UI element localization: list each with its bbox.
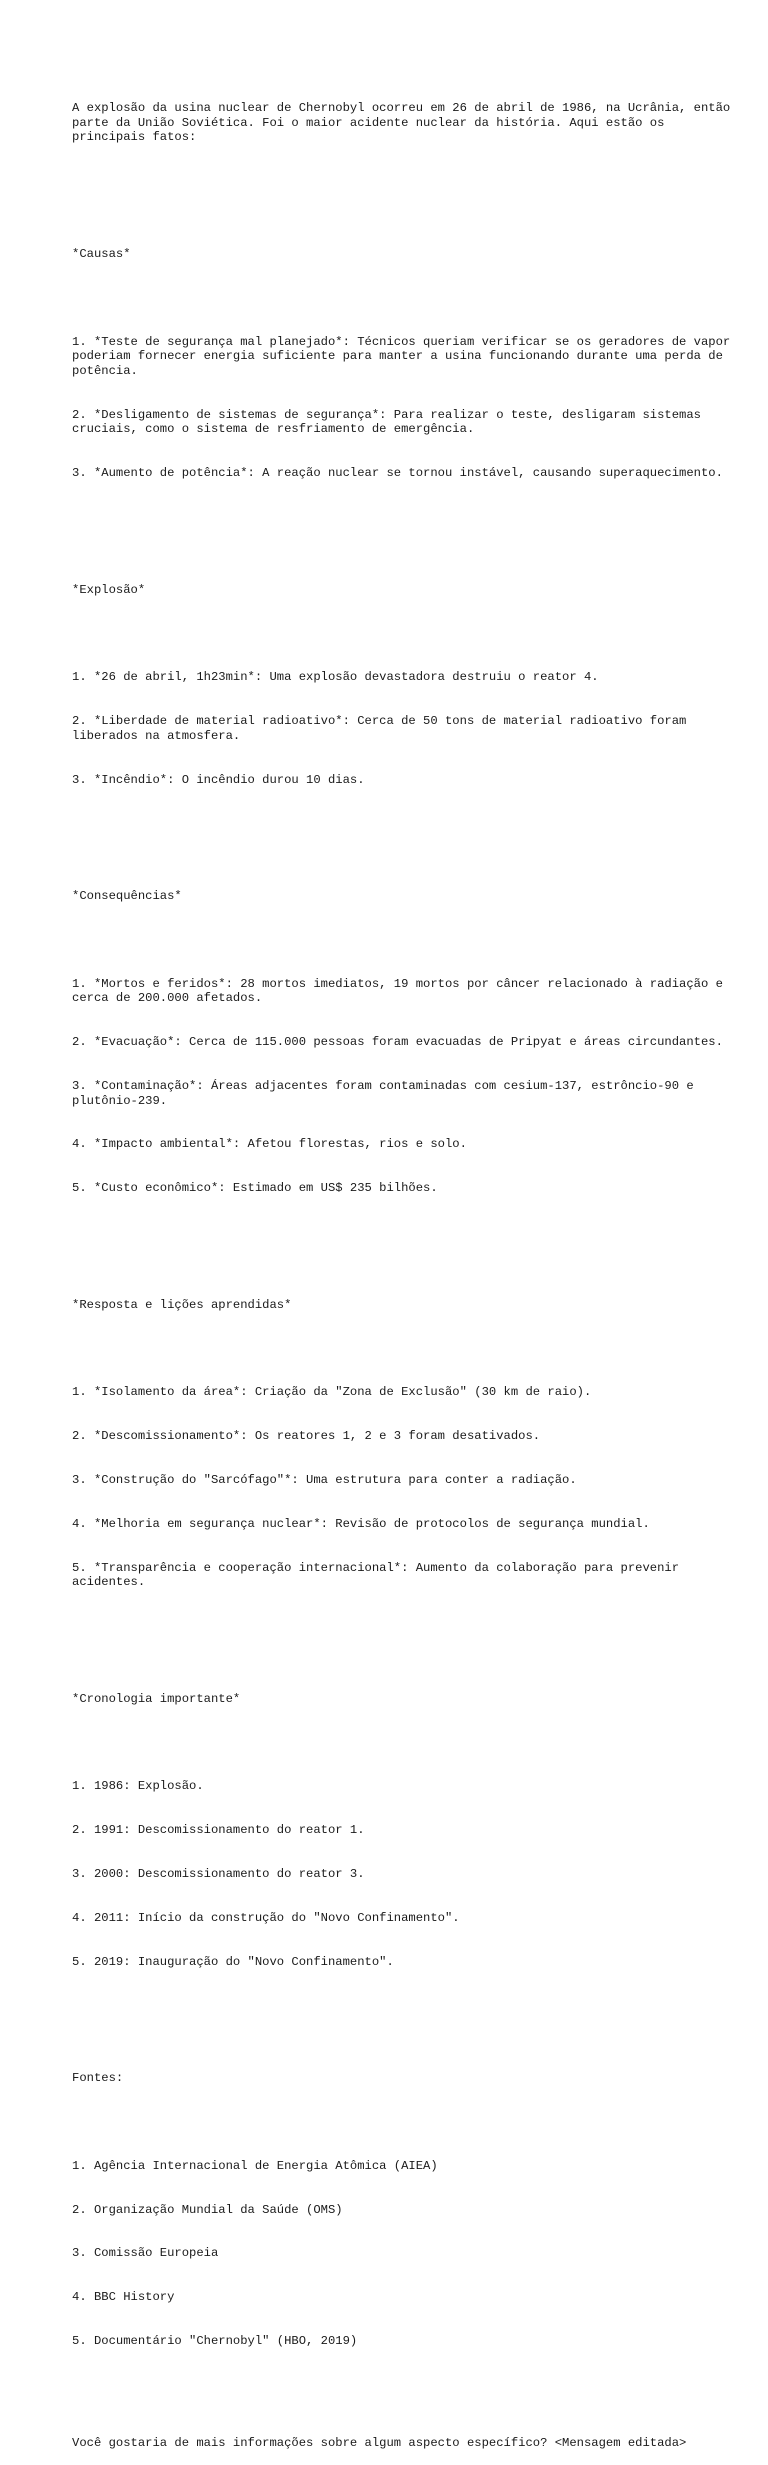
list-item: 3. 2000: Descomissionamento do reator 3. <box>72 1867 365 1882</box>
section-heading-fontes: Fontes: <box>72 2071 124 2086</box>
list-item: 4. 2011: Início da construção do "Novo Confinamento". <box>72 1910 460 1925</box>
section-heading-resposta: *Resposta e lições aprendidas* <box>72 1297 292 1312</box>
list-item: 4. *Melhoria em segurança nuclear*: Revisão de protocolos de segurança mundial. <box>72 1516 650 1531</box>
list-item: 4. *Impacto ambiental*: Afetou florestas, rios e solo. <box>72 1137 467 1152</box>
list-item: 3. Comissão Europeia <box>72 2246 219 2261</box>
list-item: 3. *Construção do "Sarcófago"*: Uma estrutura para conter a radiação. <box>72 1473 577 1487</box>
spacer <box>72 2115 732 2130</box>
spacer <box>72 1225 732 1240</box>
list-item: 1. *26 de abril, 1h23min*: Uma explosão devastadora destruiu o reator 4. <box>72 670 599 685</box>
list-item: 2. Organização Mundial da Saúde (OMS) <box>72 2202 343 2217</box>
list-item: 1. Agência Internacional de Energia Atômica (AIEA) <box>72 2158 438 2173</box>
list-item: 2. *Descomissionamento*: Os reatores 1, 2 e 3 foram desativados. <box>72 1429 541 1444</box>
section-heading-cronologia: *Cronologia importante* <box>72 1691 241 1706</box>
list-item: 5. *Custo econômico*: Estimado em US$ 235 bilhões. <box>72 1181 438 1196</box>
list-item: 2. *Liberdade de material radioativo*: Cerca de 50 tons de material radioativo foram liberados na atmosfera. <box>72 714 694 743</box>
spacer <box>72 2378 732 2393</box>
list-item: 4. BBC History <box>72 2290 175 2305</box>
spacer <box>72 1342 732 1357</box>
closing-paragraph: Você gostaria de mais informações sobre algum aspecto específico? <Mensagem editada> <box>72 2436 687 2451</box>
list-item: 3. *Incêndio*: O incêndio durou 10 dias. <box>72 772 365 787</box>
list-item: 2. 1991: Descomissionamento do reator 1. <box>72 1823 365 1838</box>
intro-paragraph: A explosão da usina nuclear de Chernobyl ocorreu em 26 de abril de 1986, na Ucrânia, então parte da União Soviética. Foi o maior acidente nuclear da história. Aqui estão os principais fatos: <box>72 101 738 145</box>
spacer <box>72 627 732 642</box>
document-body <box>72 72 738 2465</box>
section-heading-causas: *Causas* <box>72 247 131 262</box>
list-item: 1. *Isolamento da área*: Criação da "Zona de Exclusão" (30 km de raio). <box>72 1385 592 1400</box>
list-item: 1. *Teste de segurança mal planejado*: Técnicos queriam verificar se os geradores de vapor poderiam fornecer energia suficiente para manter a usina funcionando durante uma perda de potência. <box>72 334 738 378</box>
spacer <box>72 174 732 189</box>
list-item: 1. *Mortos e feridos*: 28 mortos imediatos, 19 mortos por câncer relacionado à radiação e cerca de 200.000 afetados. <box>72 976 731 1006</box>
spacer <box>72 933 732 948</box>
list-item: 1. 1986: Explosão. <box>72 1779 204 1794</box>
spacer <box>72 816 732 831</box>
spacer <box>72 1736 732 1751</box>
list-item: 2. *Evacuação*: Cerca de 115.000 pessoas foram evacuadas de Pripyat e áreas circundantes. <box>72 1035 723 1050</box>
list-item: 5. Documentário "Chernobyl" (HBO, 2019) <box>72 2334 358 2349</box>
section-heading-consequencias: *Consequências* <box>72 889 182 904</box>
section-heading-explosao: *Explosão* <box>72 582 146 597</box>
list-item: 5. *Transparência e cooperação internacional*: Aumento da colaboração para prevenir acidentes. <box>72 1560 687 1590</box>
list-item: 3. *Contaminação*: Áreas adjacentes foram contaminadas com cesium-137, estrôncio-90 e plutônio-239. <box>72 1078 701 1108</box>
list-item: 3. *Aumento de potência*: A reação nuclear se tornou instável, causando superaquecimento. <box>72 466 723 481</box>
spacer <box>72 291 732 306</box>
spacer <box>72 1619 732 1634</box>
list-item: 5. 2019: Inauguração do "Novo Confinamento". <box>72 1954 394 1969</box>
list-item: 2. *Desligamento de sistemas de segurança*: Para realizar o teste, desligaram sistemas cruciais, como o sistema de resfriamento de emergência. <box>72 407 709 437</box>
spacer <box>72 510 732 525</box>
spacer <box>72 1998 732 2013</box>
